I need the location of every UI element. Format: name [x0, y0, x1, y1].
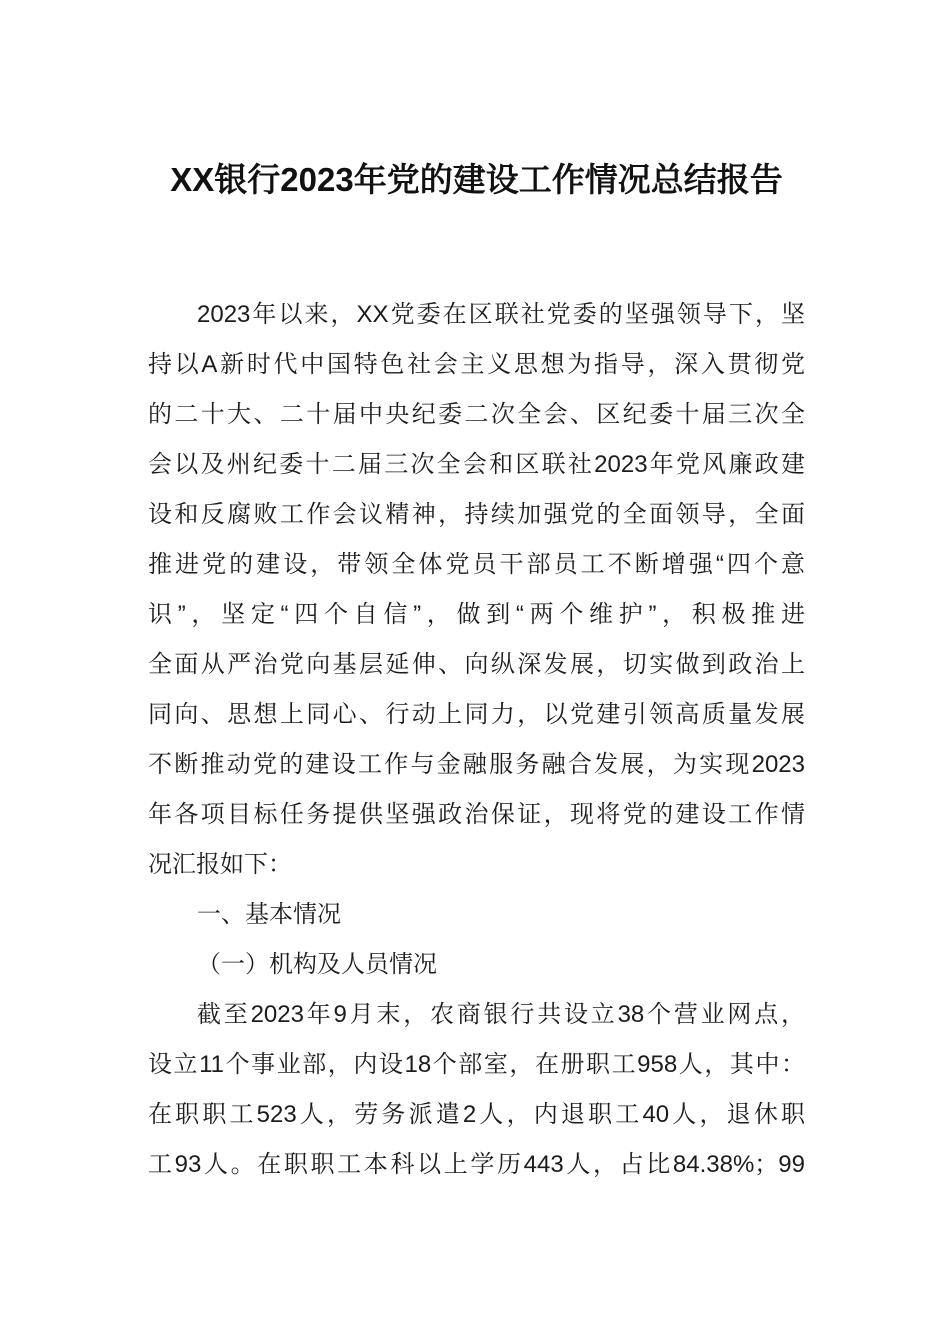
section-heading: 一、基本情况: [197, 901, 341, 928]
staff-paragraph-line: 在职职工523人，劳务派遣2人，内退职工40人，退休职: [148, 1101, 805, 1128]
intro-paragraph-line: 2023年以来，XX党委在区联社党委的坚强领导下，坚: [197, 301, 805, 328]
intro-paragraph-line: 识”，坚定“四个自信”，做到“两个维护”，积极推进: [148, 601, 805, 628]
document-body: [148, 290, 805, 1190]
staff-paragraph-line: 设立11个事业部，内设18个部室，在册职工958人，其中：: [148, 1051, 805, 1078]
intro-paragraph-line: 设和反腐败工作会议精神，持续加强党的全面领导，全面: [148, 501, 805, 528]
intro-paragraph-line: 的二十大、二十届中央纪委二次全会、区纪委十届三次全: [148, 401, 805, 428]
document-title: XX银行2023年党的建设工作情况总结报告: [170, 161, 783, 198]
intro-paragraph-line: 不断推动党的建设工作与金融服务融合发展，为实现2023: [148, 751, 805, 778]
intro-paragraph-line: 年各项目标任务提供坚强政治保证，现将党的建设工作情: [148, 801, 805, 828]
staff-paragraph-line: 工93人。在职职工本科以上学历443人，占比84.38%；99: [148, 1151, 805, 1178]
staff-paragraph-line: 截至2023年9月末，农商银行共设立38个营业网点，: [197, 1001, 805, 1028]
intro-paragraph-line: 会以及州纪委十二届三次全会和区联社2023年党风廉政建: [148, 451, 805, 478]
intro-paragraph-line: 同向、思想上同心、行动上同力，以党建引领高质量发展: [148, 701, 805, 728]
intro-paragraph-line: 全面从严治党向基层延伸、向纵深发展，切实做到政治上: [148, 651, 805, 678]
subsection-heading: （一）机构及人员情况: [197, 951, 437, 978]
intro-paragraph-line: 推进党的建设，带领全体党员干部员工不断增强“四个意: [148, 551, 805, 578]
intro-paragraph-line: 况汇报如下：: [148, 851, 292, 878]
intro-paragraph-line: 持以A新时代中国特色社会主义思想为指导，深入贯彻党: [148, 351, 805, 378]
